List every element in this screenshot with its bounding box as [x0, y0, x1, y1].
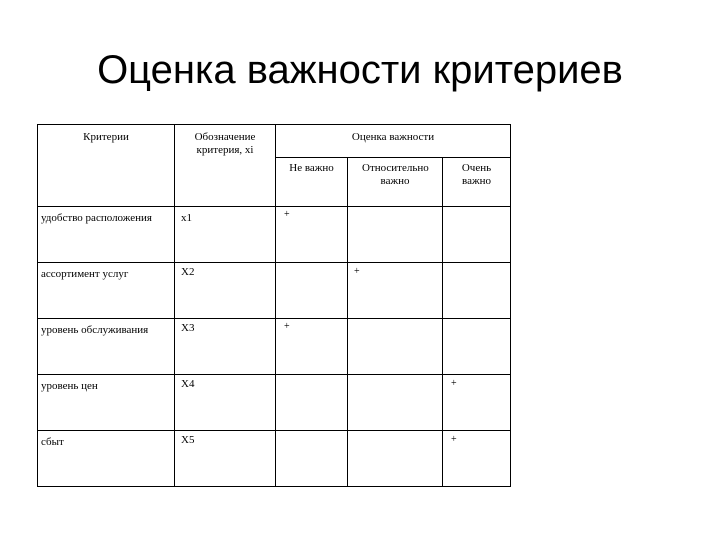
- slide-title: Оценка важности критериев: [97, 48, 623, 92]
- row-very-important: [443, 319, 511, 375]
- header-importance: Оценка важности: [276, 125, 511, 158]
- mark-not-important: +: [284, 209, 290, 220]
- table-row: [38, 319, 511, 375]
- row-code: X5: [175, 431, 276, 487]
- row-very-important: [443, 263, 511, 319]
- mark-not-important: +: [284, 321, 290, 332]
- row-very-important: [443, 207, 511, 263]
- header-relatively-important: [348, 158, 443, 207]
- header-not-important: Не важно: [276, 158, 348, 207]
- row-code: X4: [175, 375, 276, 431]
- row-not-important: [276, 263, 348, 319]
- row-relatively-important: [348, 375, 443, 431]
- header-row: [38, 125, 511, 158]
- header-relatively-important-text: Относительно важно: [362, 162, 429, 187]
- header-designation: [175, 125, 276, 207]
- row-name: сбыт: [38, 431, 175, 487]
- row-not-important: [276, 207, 348, 263]
- criteria-table: [37, 124, 511, 487]
- mark-very-important: +: [451, 378, 457, 389]
- row-name: уровень обслуживания: [38, 319, 175, 375]
- row-code: X3: [175, 319, 276, 375]
- row-relatively-important: [348, 319, 443, 375]
- header-very-important: [443, 158, 511, 207]
- row-code: X2: [175, 263, 276, 319]
- row-very-important: [443, 431, 511, 487]
- row-relatively-important: [348, 263, 443, 319]
- row-not-important: [276, 319, 348, 375]
- row-relatively-important: [348, 431, 443, 487]
- row-name: уровень цен: [38, 375, 175, 431]
- table-row: [38, 431, 511, 487]
- row-name: удобство расположения: [38, 207, 175, 263]
- row-not-important: [276, 431, 348, 487]
- header-criteria: Критерии: [38, 125, 175, 207]
- mark-very-important: +: [451, 434, 457, 445]
- row-very-important: [443, 375, 511, 431]
- mark-relatively-important: +: [354, 266, 360, 277]
- table-row: [38, 263, 511, 319]
- header-very-important-text: Очень важно: [461, 162, 492, 187]
- row-not-important: [276, 375, 348, 431]
- row-relatively-important: [348, 207, 443, 263]
- row-code: x1: [175, 207, 276, 263]
- header-designation-text: Обозначение критерия, xi: [194, 131, 256, 156]
- row-name: ассортимент услуг: [38, 263, 175, 319]
- table-row: [38, 207, 511, 263]
- table-row: [38, 375, 511, 431]
